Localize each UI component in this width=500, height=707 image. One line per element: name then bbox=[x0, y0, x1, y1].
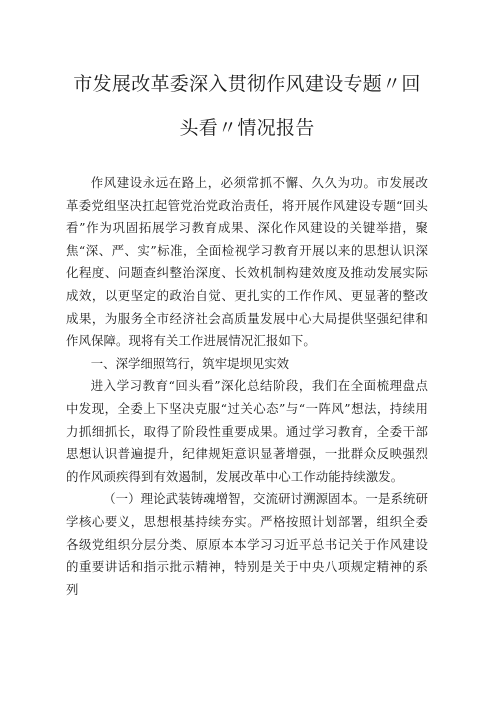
intro-paragraph: 作风建设永远在路上，必须常抓不懈、久久为功。市发展改革委党组坚决扛起管党治党政治责任，将开展作风建设专题“回头看”作为巩固拓展学习教育成果、深化作风建设的关键举措，聚焦“深、严、实”标准，全面检视学习教育开展以来的思想认识深化程度、问题查纠整治深度、长效机制构建效度及推动发展实际成效，以更坚定的政治自觉、更扎实的工作作风、更显著的整改成果，为服务全市经济社会高质量发展中心大局提供坚强纪律和作风保障。现将有关工作进展情况汇报如下。 bbox=[66, 175, 428, 349]
subsection-1-paragraph: （一）理论武装铸魂增智，交流研讨溯源固本。一是系统研学核心要义，思想根基持续夯实。严格按照计划部署，组织全委各级党组织分层分类、原原本本学习习近平总书记关于作风建设的重要讲话和指示批示精神，特别是关于中央八项规定精神的系列 bbox=[66, 491, 428, 597]
section-1-heading: 一、深学细照笃行，筑牢堤坝见实效 bbox=[90, 355, 290, 371]
section-1-paragraph: 进入学习教育“回头看”深化总结阶段，我们在全面梳理盘点中发现，全委上下坚决克服“过关心态”与“一阵风”想法，持续用力抓细抓长，取得了阶段性重要成果。通过学习教育，全委干部思想认识普遍提升，纪律规矩意识显著增强，一批群众反映强烈的作风顽疾得到有效遏制，发展改革中心工作动能持续激发。 bbox=[66, 378, 428, 484]
document-title-line-2: 头看〃情况报告 bbox=[179, 117, 315, 139]
document-title-line-1: 市发展改革委深入贯彻作风建设专题〃回 bbox=[73, 73, 421, 95]
document-title bbox=[66, 0, 428, 150]
document-body bbox=[66, 172, 428, 601]
